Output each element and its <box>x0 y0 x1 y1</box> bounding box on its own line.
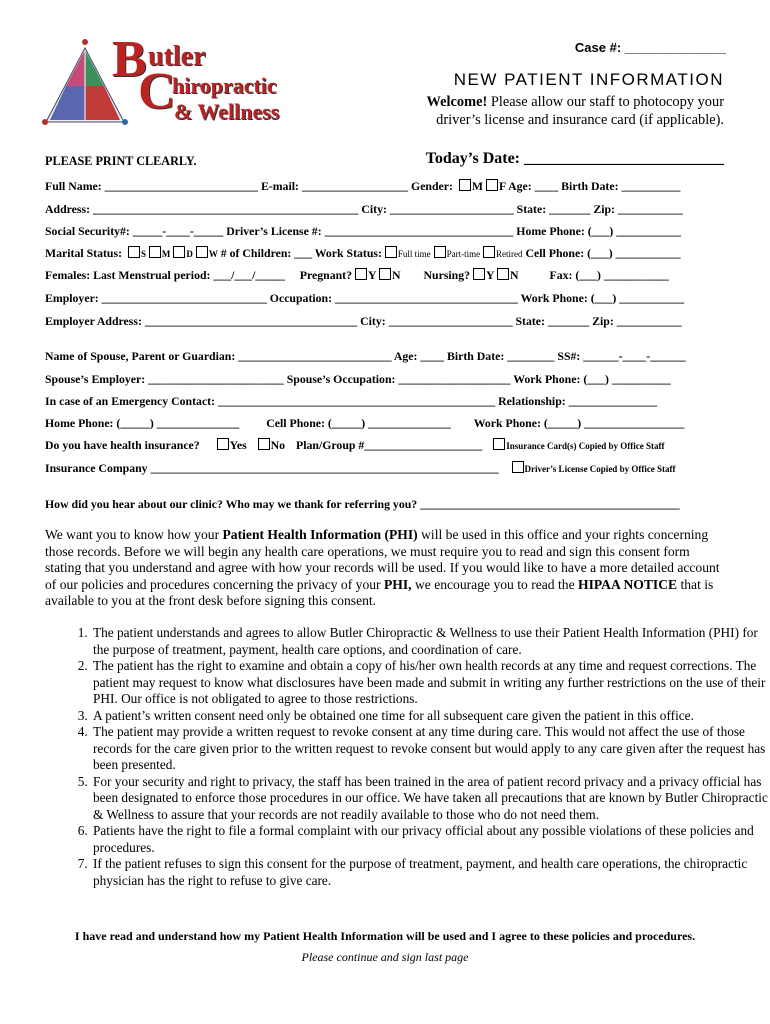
ssn-license-field[interactable]: Social Security#: _____-____-_____ Driver’s License #: ________________________________ Home Phone: (___) ___________ <box>45 224 682 238</box>
list-item: 1. The patient understands and agrees to allow Butler Chiropractic & Wellness to use their Patient Health Information (PHI) for the purpose of treatment, payment, health care options, and coordination of care. <box>91 625 770 658</box>
insurance-no-label: No <box>270 438 286 452</box>
row-insurance <box>45 438 664 453</box>
list-item: 3. A patient’s written consent need only be obtained one time for all subsequent care given the patient in this office. <box>91 708 770 725</box>
retired-label: Retired <box>496 249 523 259</box>
insurance-question: Do you have health insurance? <box>45 438 200 452</box>
fax-field[interactable]: Fax: (___) ___________ <box>549 268 669 282</box>
marital-s-label: S <box>140 249 146 259</box>
gender-f-label: F <box>499 179 506 193</box>
logo-big-b: B <box>112 31 147 88</box>
license-copied-checkbox[interactable] <box>512 461 524 473</box>
gender-m-checkbox[interactable] <box>459 179 471 191</box>
consent-text-a: We want you to know how your <box>45 527 223 542</box>
list-item: 7. If the patient refuses to sign this consent for the purpose of treatment, payment, and health care operations, the chiropractic physician has the right to refuse to give care. <box>91 856 770 889</box>
welcome-line-1 <box>427 94 724 111</box>
todays-date-field[interactable]: Today’s Date: _________________________ <box>425 150 724 167</box>
consent-list <box>45 625 770 889</box>
consent-text-e: we encourage you to read the <box>411 576 578 592</box>
part-time-label: Part-time <box>446 249 481 259</box>
marital-s-checkbox[interactable] <box>128 246 140 258</box>
list-item: 2. The patient has the right to examine and obtain a copy of his/her own health records at any time and request corrections. The patient may request to know what disclosures have been made and submit in writing any further restrictions on the use of their PHI. Our office is not obligated to agree to those restrictions. <box>91 658 770 708</box>
consent-phi-bold-2: PHI, <box>383 576 412 592</box>
referral-field[interactable]: How did you hear about our clinic? Who may we thank for referring you? ____________________________________________ <box>45 497 680 511</box>
pregnant-n-checkbox[interactable] <box>379 268 391 280</box>
list-item: 6. Patients have the right to file a formal complaint with our privacy official about any possible violations of these policies and procedures. <box>91 823 770 856</box>
row-insurance-company <box>45 461 676 476</box>
consent-hipaa-bold: HIPAA NOTICE <box>578 576 678 592</box>
emergency-work-phone-field[interactable]: Work Phone: (_____) _________________ <box>473 416 685 430</box>
marital-w-label: W <box>208 249 218 259</box>
consent-paragraph <box>45 527 725 610</box>
form-title: NEW PATIENT INFORMATION <box>453 70 724 89</box>
pregnant-y-label: Y <box>367 268 377 282</box>
list-item: 5. For your security and right to privacy, the staff has been trained in the area of patient record privacy and a privacy official has been designated to enforce those procedures in our office. We have taken all precautions that are known by Butler Chiropractic & Wellness to assure that your records are not readily available to those who do not need them. <box>91 774 770 824</box>
nursing-n-label: N <box>510 268 519 282</box>
license-copied-label: Driver’s License Copied by Office Staff <box>524 464 676 474</box>
emergency-cell-phone-field[interactable]: Cell Phone: (_____) ______________ <box>266 416 451 430</box>
pregnant-y-checkbox[interactable] <box>355 268 367 280</box>
insurance-yes-label: Yes <box>229 438 247 452</box>
full-name-email-field[interactable]: Full Name: __________________________ E-mail: __________________ Gender: <box>45 179 453 193</box>
list-item: 4. The patient may provide a written request to revoke consent at any time during care. This would not affect the use of those records for the care given prior to the written request to revoke consent but would apply to any care given after the request has been presented. <box>91 724 770 774</box>
emergency-contact-field[interactable]: In case of an Emergency Contact: _______________________________________________ Relationship: _______________ <box>45 394 658 408</box>
age-birthdate-field[interactable]: Age: ____ Birth Date: __________ <box>508 179 681 193</box>
cell-phone-field[interactable]: Cell Phone: (___) ___________ <box>525 246 681 260</box>
employer-address-field[interactable]: Employer Address: ____________________________________ City: _____________________ State: _______ Zip: ___________ <box>45 314 682 328</box>
marital-w-checkbox[interactable] <box>196 246 208 258</box>
spouse-field[interactable]: Name of Spouse, Parent or Guardian: __________________________ Age: ____ Birth Date: ________ SS#: ______-____-______ <box>45 349 686 363</box>
gender-f-checkbox[interactable] <box>486 179 498 191</box>
consent-text-g: that is available to you at the front desk before signing this consent. <box>45 576 714 609</box>
address-field[interactable]: Address: _____________________________________________ City: _____________________ State: _______ Zip: ___________ <box>45 202 683 216</box>
welcome-bold: Welcome! <box>426 94 488 110</box>
row-full-name <box>45 179 680 194</box>
welcome-text: Please allow our staff to photocopy your <box>487 94 724 110</box>
gender-m-label: M <box>471 179 484 193</box>
insurance-company-field[interactable]: Insurance Company ___________________________________________________________ <box>45 461 499 475</box>
print-clearly-label: PLEASE PRINT CLEARLY. <box>45 154 197 168</box>
emergency-home-phone-field[interactable]: Home Phone: (_____) ______________ <box>45 416 240 430</box>
welcome-line-2: driver’s license and insurance card (if applicable). <box>436 112 724 128</box>
part-time-checkbox[interactable] <box>434 246 446 258</box>
children-work-status-field[interactable]: # of Children: ___ Work Status: <box>220 246 382 260</box>
nursing-label: Nursing? <box>423 268 471 282</box>
pregnant-n-label: N <box>392 268 401 282</box>
row-emergency-phones <box>45 416 684 431</box>
consent-text-c: will be used in this office and your rights concerning those records. Before we will begin any health care operations, we must require you to read and sign this consent form stating that you understand and agree with how your records will be used. If you would like to have a more detailed account of our policies and procedures concerning the privacy of your <box>45 527 720 592</box>
insurance-copied-checkbox[interactable] <box>493 438 505 450</box>
nursing-y-checkbox[interactable] <box>473 268 485 280</box>
insurance-no-checkbox[interactable] <box>258 438 270 450</box>
marital-d-label: D <box>186 249 193 259</box>
plan-group-field[interactable]: Plan/Group #____________________ <box>296 438 483 452</box>
consent-phi-bold: Patient Health Information (PHI) <box>222 527 418 542</box>
retired-checkbox[interactable] <box>483 246 495 258</box>
clinic-logo <box>40 31 300 128</box>
pregnant-label: Pregnant? <box>299 268 353 282</box>
insurance-yes-checkbox[interactable] <box>217 438 229 450</box>
marital-m-label: M <box>161 249 171 259</box>
insurance-copied-label: Insurance Card(s) Copied by Office Staff <box>506 441 665 451</box>
full-time-checkbox[interactable] <box>385 246 397 258</box>
menstrual-period-field[interactable]: Females: Last Menstrual period: ___/___/_____ <box>45 268 285 282</box>
logo-wellness: & Wellness <box>174 99 280 124</box>
row-females <box>45 268 669 283</box>
case-number: Case #: ______________ <box>574 40 726 55</box>
employer-field[interactable]: Employer: ____________________________ Occupation: _______________________________ Work Phone: (___) ___________ <box>45 291 685 305</box>
continue-note: Please continue and sign last page <box>301 950 469 964</box>
spouse-employer-field[interactable]: Spouse’s Employer: _______________________ Spouse’s Occupation: ___________________ Work Phone: (___) __________ <box>45 372 671 386</box>
logo-utler: utler <box>148 41 206 72</box>
marital-m-checkbox[interactable] <box>149 246 161 258</box>
marital-status-label: Marital Status: <box>45 246 122 260</box>
nursing-n-checkbox[interactable] <box>497 268 509 280</box>
agreement-statement: I have read and understand how my Patient Health Information will be used and I agree to these policies and procedures. <box>74 929 696 943</box>
nursing-y-label: Y <box>486 268 495 282</box>
row-marital-status <box>45 246 680 261</box>
marital-d-checkbox[interactable] <box>173 246 185 258</box>
full-time-label: Full time <box>397 249 431 259</box>
logo-hiropractic: hiropractic <box>172 73 277 98</box>
logo-big-c: C <box>138 63 176 120</box>
